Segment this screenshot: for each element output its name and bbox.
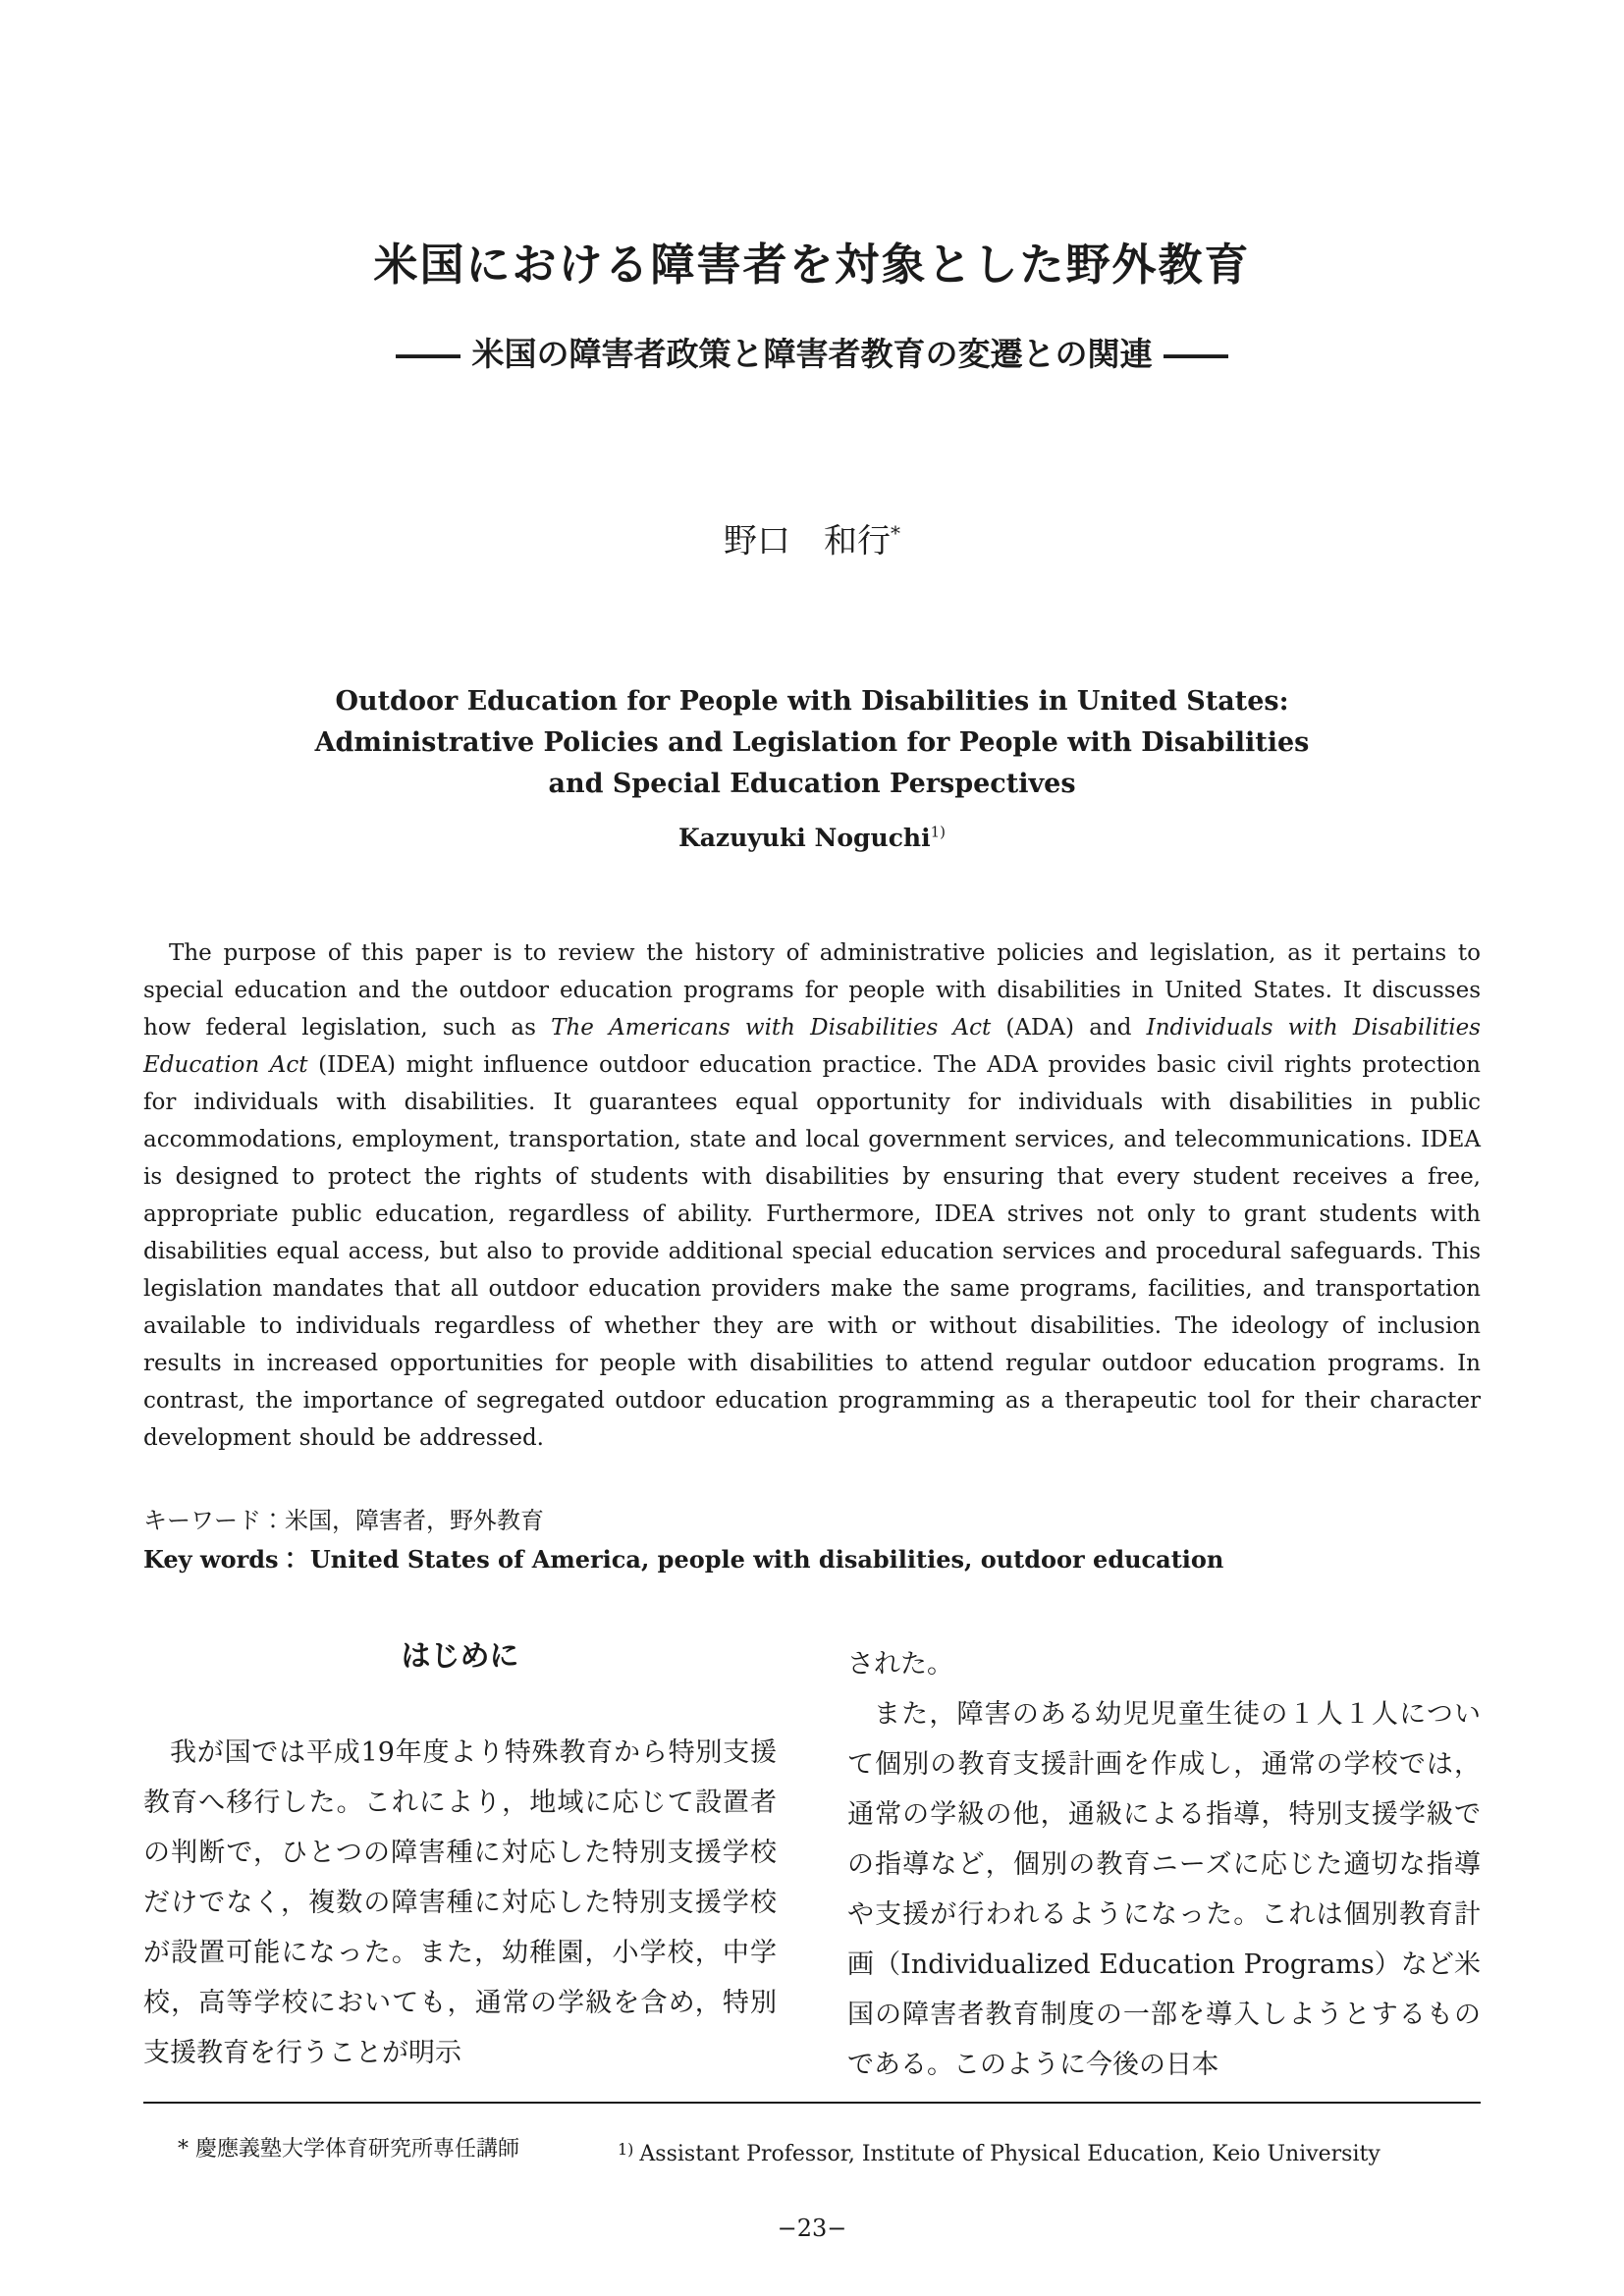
footnote-japanese: * 慶應義塾大学体育研究所専任講師 xyxy=(178,2137,519,2163)
author-english-note: 1) xyxy=(930,823,946,841)
english-title-line-2: Administrative Policies and Legislation for People with Disabilities xyxy=(314,726,1310,758)
author-japanese-name: 野口 和行 xyxy=(724,520,891,561)
left-column xyxy=(143,1639,777,2090)
keywords-english xyxy=(143,1545,1481,1575)
right-column xyxy=(847,1639,1481,2090)
page-number: −23− xyxy=(777,2215,847,2243)
author-note-symbol: * xyxy=(891,520,900,545)
right-column-paragraph-1: された。 xyxy=(847,1649,953,1681)
footnote-english-text: Assistant Professor, Institute of Physical Education, Keio University xyxy=(639,2142,1380,2167)
author-english-name: Kazuyuki Noguchi xyxy=(677,823,931,852)
main-title-japanese: 米国における障害者を対象とした野外教育 xyxy=(373,239,1251,291)
paper-content xyxy=(143,239,1481,2242)
english-title-line-3: and Special Education Perspectives xyxy=(548,768,1076,799)
footnote-divider xyxy=(143,2102,1481,2104)
abstract-paragraph: The purpose of this paper is to review the history of administrative policies and legislation, as it pertains to special education and the outdoor education programs for people with disabilities in United States. It discusses how federal legislation, such as The Americans with Disabilities Act (ADA) and Individuals with Disabilities Education Act (IDEA) might influence outdoor education practice. The ADA provides basic civil rights protection for individuals with disabilities. It guarantees equal opportunity for individuals with disabilities in public accommodations, employment, transportation, state and local government services, and telecommunications. IDEA is designed to protect the rights of students with disabilities by ensuring that every student receives a free, appropriate public education, regardless of ability. Furthermore, IDEA strives not only to grant students with disabilities equal access, but also to provide additional special education services and procedural safeguards. This legislation mandates that all outdoor education providers make the same programs, facilities, and transportation available to individuals regardless of whether they are with or without disabilities. The ideology of inclusion results in increased opportunities for people with disabilities to attend regular outdoor education programs. In contrast, the importance of segregated outdoor education programming as a therapeutic tool for their character development should be addressed. xyxy=(143,940,1481,1452)
footnote-row xyxy=(143,2135,1481,2169)
two-column-body xyxy=(143,1639,1481,2090)
english-title xyxy=(143,681,1481,805)
left-column-paragraph: 我が国では平成19年度より特殊教育から特別支援教育へ移行した。これにより，地域に応じて設置者の判断で，ひとつの障害種に対応した特別支援学校だけでなく，複数の障害種に対応した特別支援学校が設置可能になった。また，幼稚園，小学校，中学校，高等学校においても，通常の学級を含め，特別支援教育を行うことが明示 xyxy=(143,1737,777,2069)
keywords-japanese: キーワード：米国，障害者，野外教育 xyxy=(143,1507,544,1535)
right-column-paragraph-2: また，障害のある幼児児童生徒の１人１人について個別の教育支援計画を作成し，通常の学校では，通常の学級の他，通級による指導，特別支援学級での指導など，個別の教育ニーズに応じた適切な指導や支援が行われるようになった。これは個別教育計画（Individualized Education Programs）など米国の障害者教育制度の一部を導入しようとするものである。このように今後の日本 xyxy=(847,1699,1481,2081)
keywords-english-value: United States of America, people with disabilities, outdoor education xyxy=(309,1545,1224,1575)
author-japanese xyxy=(143,521,1481,561)
keywords-english-label: Key words： xyxy=(143,1545,310,1575)
english-title-line-1: Outdoor Education for People with Disabilities in United States: xyxy=(335,685,1289,717)
section-heading-hajimeni: はじめに xyxy=(401,1640,519,1674)
footnote-english-marker: 1) xyxy=(618,2140,634,2160)
footnote-english xyxy=(618,2135,1380,2169)
subtitle-japanese: ―― 米国の障害者政策と障害者教育の変遷との関連 ―― xyxy=(396,335,1228,373)
author-english xyxy=(143,823,1481,855)
